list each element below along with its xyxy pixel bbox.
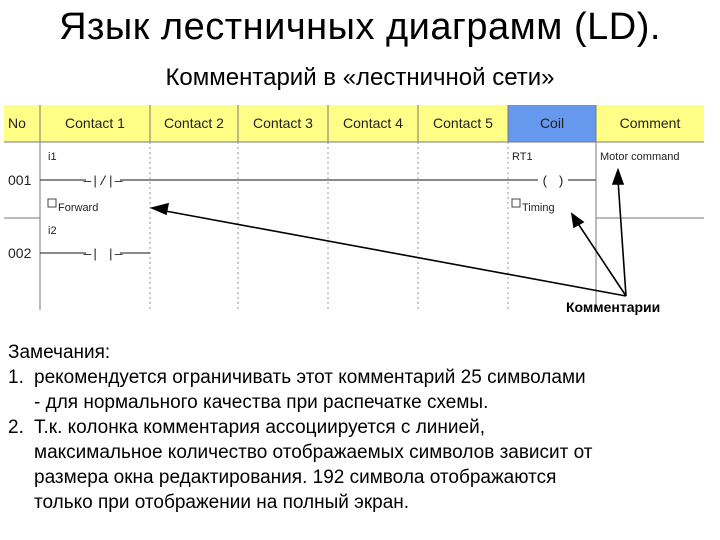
- note-item: [8, 365, 720, 415]
- contact-symbol-no: —| |—: [83, 247, 123, 262]
- slide-title: Язык лестничных диаграмм (LD).: [59, 6, 661, 48]
- header-contact-2: Contact 2: [164, 115, 224, 131]
- header-contact-1: Contact 1: [65, 115, 125, 131]
- contact-comment-checkbox[interactable]: [48, 199, 56, 207]
- contact-symbol-nc: —|/|—: [83, 174, 123, 189]
- header-coil: Coil: [539, 115, 565, 131]
- note-item: [8, 415, 720, 515]
- note-line: максимальное количество отображаемых символов зависит от: [34, 442, 593, 463]
- slide-subtitle: Комментарий в «лестничной сети»: [165, 64, 555, 91]
- note-line: - для нормального качества при распечатке схемы.: [34, 392, 489, 413]
- coil-comment-timing: Timing: [522, 202, 555, 214]
- ladder-diagram: [0, 100, 720, 315]
- header-contact-4: Contact 4: [343, 115, 403, 131]
- notes-section: [8, 340, 720, 515]
- note-text: [34, 415, 720, 515]
- note-line: размера окна редактирования. 192 символа отображаются: [34, 467, 557, 488]
- coil-comment-checkbox[interactable]: [512, 199, 520, 207]
- row-number-001: 001: [8, 172, 32, 188]
- line-comment-motor: Motor command: [600, 151, 680, 163]
- coil-label-rt1: RT1: [512, 151, 533, 163]
- coil-symbol: ( ): [541, 174, 565, 189]
- header-contact-3: Contact 3: [253, 115, 313, 131]
- callout-label: Комментарии: [566, 299, 661, 315]
- contact-label-i2: i2: [48, 225, 57, 237]
- note-line: рекомендуется ограничивать этот комментарий 25 символами: [34, 367, 586, 388]
- contact-label-i1: i1: [48, 151, 57, 163]
- notes-heading: Замечания:: [8, 342, 111, 363]
- header-no: No: [8, 115, 26, 131]
- note-number: 1.: [8, 367, 24, 388]
- note-line: только при отображении на полный экран.: [34, 492, 410, 513]
- note-number: 2.: [8, 417, 24, 438]
- note-line: Т.к. колонка комментария ассоциируется с линией,: [34, 417, 485, 438]
- row-number-002: 002: [8, 245, 32, 261]
- header-comment: Comment: [619, 115, 681, 131]
- header-contact-5: Contact 5: [433, 115, 493, 131]
- note-text: [34, 365, 720, 415]
- contact-comment-forward: Forward: [58, 202, 99, 214]
